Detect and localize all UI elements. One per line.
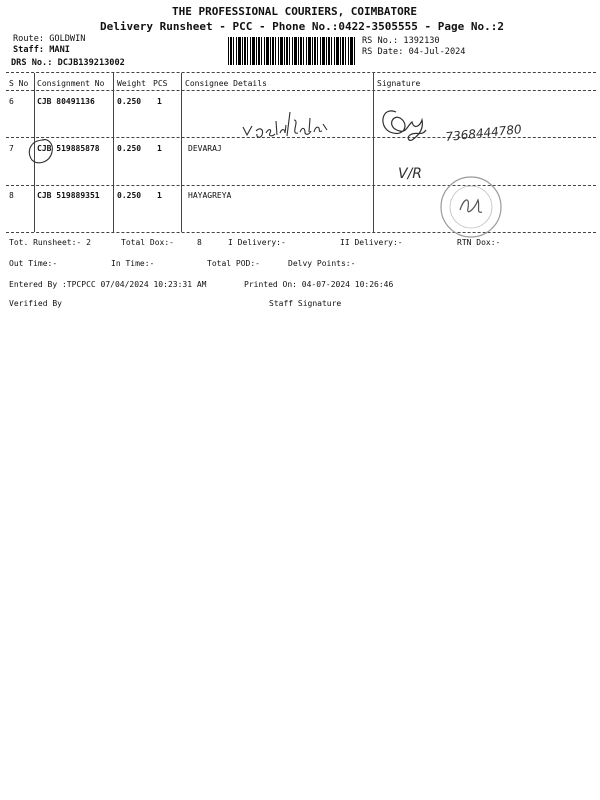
row-weight: 0.250 — [117, 144, 142, 153]
row-consignment: CJB 519889351 — [37, 191, 100, 200]
signature-scribble-name — [243, 112, 327, 137]
row-consignee: HAYAGREYA — [188, 191, 232, 200]
runsheet-title: Delivery Runsheet - PCC - Phone No.:0422-3505555 - Page No.:2 — [100, 20, 504, 33]
row-weight: 0.250 — [117, 191, 142, 200]
delvy-points: Delvy Points:- — [288, 259, 356, 268]
row-pcs: 1 — [157, 144, 162, 153]
printed-on: Printed On: 04-07-2024 10:26:46 — [244, 280, 394, 289]
drs-number: DRS No.: DCJB139213002 — [11, 58, 125, 68]
row-pcs: 1 — [157, 97, 162, 106]
total-dox-label: Total Dox:- — [121, 238, 174, 247]
handwritten-name: vasuthi — [220, 112, 224, 113]
row-consignment: CJB 519885878 — [37, 144, 100, 153]
row-consignee: DEVARAJ — [188, 144, 222, 153]
row-sno: 7 — [9, 144, 14, 153]
col-consignment: Consignment No — [37, 79, 105, 88]
route: Route: GOLDWIN — [13, 34, 86, 44]
in-time: In Time:- — [111, 259, 155, 268]
total-pod: Total POD:- — [207, 259, 260, 268]
stamp-signature — [460, 200, 482, 212]
rs-date: RS Date: 04-Jul-2024 — [362, 47, 466, 57]
handwriting-layer — [0, 0, 600, 240]
col-consignee: Consignee Details — [185, 79, 267, 88]
verified-by: Verified By — [9, 299, 62, 308]
staff: Staff: MANI — [13, 45, 70, 55]
rtn-dox: RTN Dox:- — [457, 238, 501, 247]
col-pcs: PCS — [153, 79, 168, 88]
col-weight: Weight — [117, 79, 146, 88]
col-sno: S No — [9, 79, 29, 88]
col-signature: Signature — [377, 79, 421, 88]
row-pcs: 1 — [157, 191, 162, 200]
handwritten-phone: 7368444780 — [444, 122, 523, 144]
i-delivery: I Delivery:- — [228, 238, 286, 247]
pen-circle-mark — [29, 140, 52, 163]
signature-scribble-1 — [383, 111, 426, 141]
row-weight: 0.250 — [117, 97, 142, 106]
rs-number: RS No.: 1392130 — [362, 36, 440, 46]
row-sno: 6 — [9, 97, 14, 106]
entered-by: Entered By :TPCPCC 07/04/2024 10:23:31 AM — [9, 280, 207, 289]
row-sno: 8 — [9, 191, 14, 200]
staff-signature: Staff Signature — [269, 299, 342, 308]
total-dox-value: 8 — [197, 238, 202, 247]
tot-runsheet: Tot. Runsheet:- 2 — [9, 238, 91, 247]
out-time: Out Time:- — [9, 259, 58, 268]
row-consignment: CJB 80491136 — [37, 97, 95, 106]
handwritten-initials: V/R — [398, 166, 423, 182]
company-title: THE PROFESSIONAL COURIERS, COIMBATORE — [172, 5, 418, 18]
ii-delivery: II Delivery:- — [340, 238, 403, 247]
